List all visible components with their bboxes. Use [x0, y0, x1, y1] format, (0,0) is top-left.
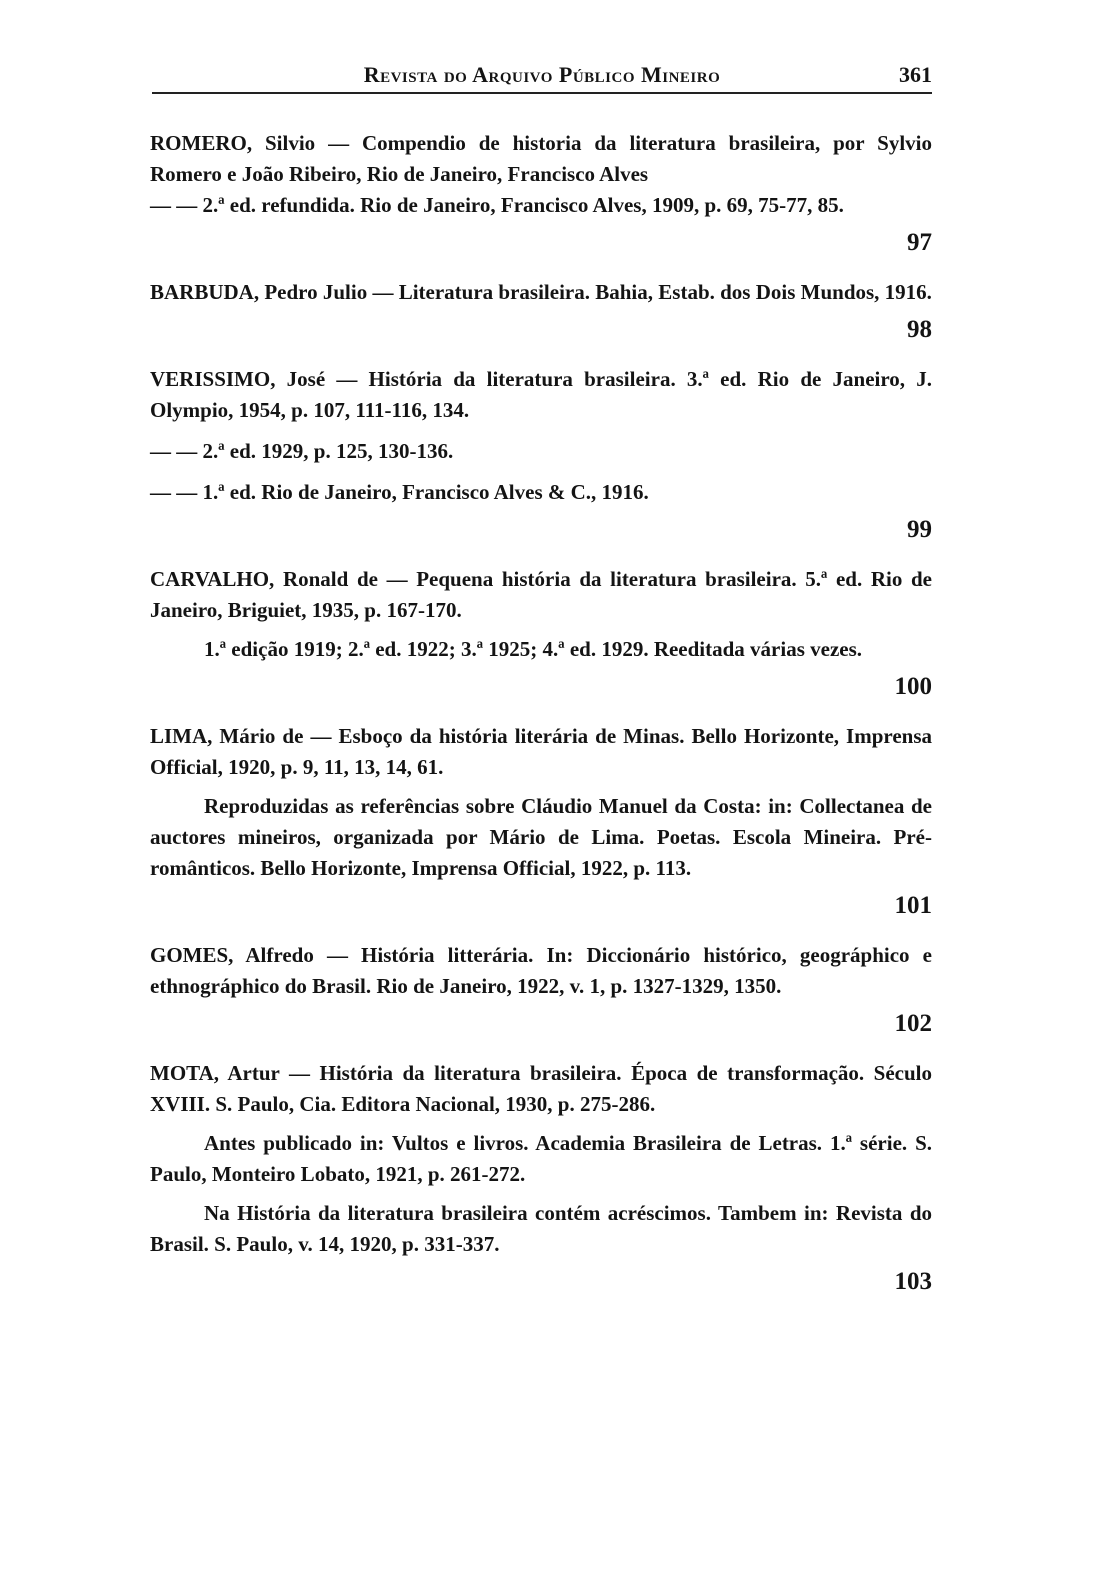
entry-text: MOTA, Artur — História da literatura brasileira. Época de transformação. Século XVIII. S. Paulo, Cia. Editora Nacional, 1930, p. 275-286.	[150, 1061, 932, 1116]
entry-text: VERISSIMO, José — História da literatura brasileira. 3.ª ed. Rio de Janeiro, J. Olympio, 1954, p. 107, 111-116, 134.	[150, 367, 932, 422]
running-title: Revista do Arquivo Público Mineiro	[363, 62, 721, 87]
bibliography-entry	[150, 128, 932, 261]
entry-number: 101	[894, 892, 932, 919]
bibliography-list	[150, 128, 932, 1316]
entry-number: 98	[907, 316, 932, 343]
bibliography-entry	[150, 721, 932, 924]
entry-note: Na História da literatura brasileira contém acréscimos. Tambem in: Revista do Brasil. S. Paulo, v. 14, 1920, p. 331-337.	[150, 1201, 932, 1256]
page-header	[152, 62, 932, 94]
entry-note: Antes publicado in: Vultos e livros. Academia Brasileira de Letras. 1.ª série. S. Paulo, Monteiro Lobato, 1921, p. 261-272.	[150, 1131, 932, 1186]
entry-text: LIMA, Mário de — Esboço da história literária de Minas. Bello Horizonte, Imprensa Official, 1920, p. 9, 11, 13, 14, 61.	[150, 724, 932, 779]
bibliography-entry	[150, 564, 932, 705]
entry-subtext: — — 2.ª ed. refundida. Rio de Janeiro, Francisco Alves, 1909, p. 69, 75-77, 85.	[150, 193, 844, 217]
entry-text: CARVALHO, Ronald de — Pequena história da literatura brasileira. 5.ª ed. Rio de Janeiro, Briguiet, 1935, p. 167-170.	[150, 567, 932, 622]
entry-subtext: — — 2.ª ed. 1929, p. 125, 130-136.	[150, 439, 454, 463]
entry-number: 102	[894, 1010, 932, 1037]
page-number: 361	[899, 62, 932, 87]
bibliography-entry	[150, 1058, 932, 1300]
entry-text: ROMERO, Silvio — Compendio de historia da literatura brasileira, por Sylvio Romero e João Ribeiro, Rio de Janeiro, Francisco Alves	[150, 131, 932, 186]
entry-text: BARBUDA, Pedro Julio — Literatura brasileira. Bahia, Estab. dos Dois Mundos, 1916.	[150, 280, 932, 304]
entry-number: 103	[894, 1268, 932, 1295]
entry-number: 97	[907, 229, 932, 256]
entry-number: 100	[894, 673, 932, 700]
entry-number: 99	[907, 516, 932, 543]
entry-note: 1.ª edição 1919; 2.ª ed. 1922; 3.ª 1925; 4.ª ed. 1929. Reeditada várias vezes.	[204, 637, 863, 661]
entry-subtext: — — 1.ª ed. Rio de Janeiro, Francisco Alves & C., 1916.	[150, 480, 649, 504]
entry-note: Reproduzidas as referências sobre Cláudio Manuel da Costa: in: Collectanea de auctores mineiros, organizada por Mário de Lima. Poetas. Escola Mineira. Pré-românticos. Bello Horizonte, Imprensa Official, 1922, p. 113.	[150, 794, 932, 880]
entry-text: GOMES, Alfredo — História litterária. In: Diccionário histórico, geográphico e ethnográphico do Brasil. Rio de Janeiro, 1922, v. 1, p. 1327-1329, 1350.	[150, 943, 932, 998]
bibliography-entry	[150, 940, 932, 1042]
bibliography-entry	[150, 364, 932, 548]
bibliography-entry	[150, 277, 932, 348]
